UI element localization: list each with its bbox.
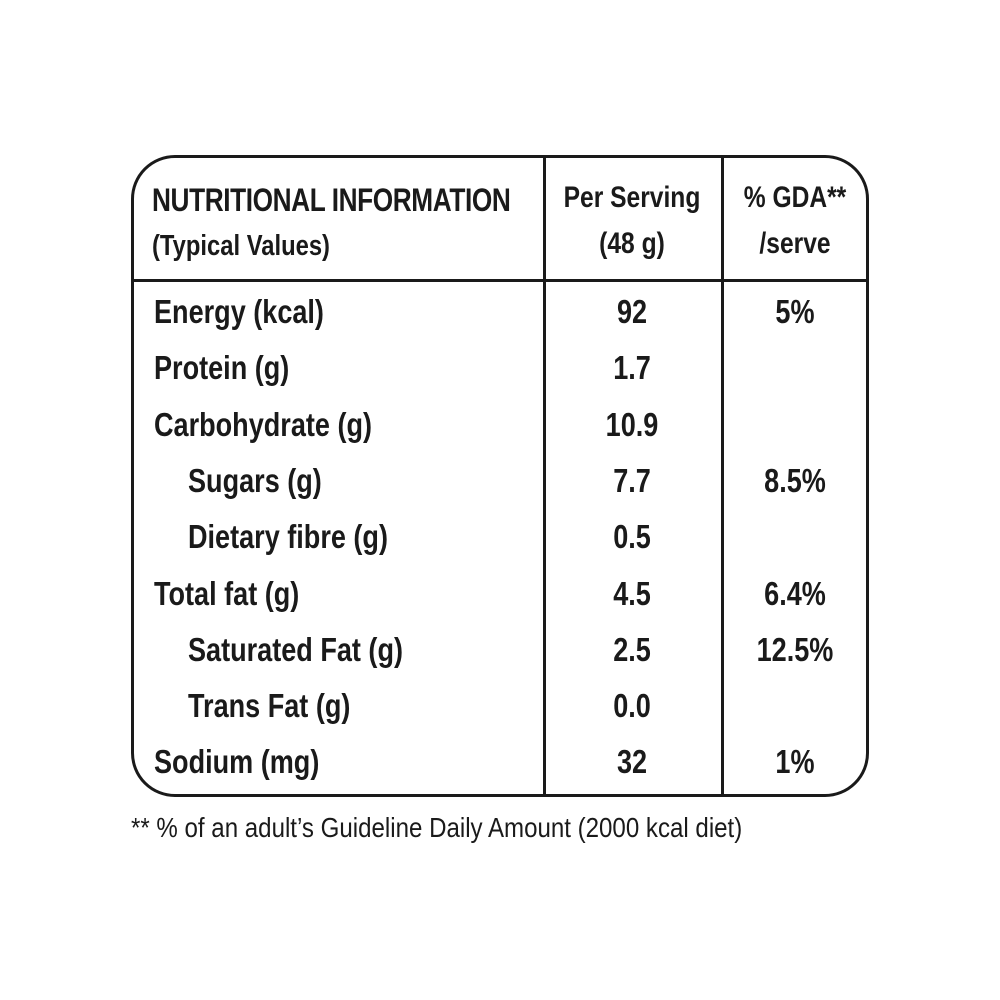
per-serving-value: 0.5 bbox=[613, 518, 651, 555]
gda-value: 5% bbox=[775, 293, 815, 330]
per-serving-value: 7.7 bbox=[613, 462, 651, 499]
gda-value: 8.5% bbox=[764, 462, 826, 499]
footnote: ** % of an adult’s Guideline Daily Amount (2000 kcal diet) bbox=[131, 812, 743, 843]
gda-value: 1% bbox=[775, 743, 815, 780]
nutrient-label: Trans Fat (g) bbox=[188, 687, 351, 724]
nutrient-label: Sugars (g) bbox=[188, 462, 322, 499]
nutrient-label: Total fat (g) bbox=[154, 575, 300, 612]
gda-value: 12.5% bbox=[756, 631, 834, 668]
column-divider-2 bbox=[721, 158, 724, 794]
nutrition-table bbox=[131, 155, 869, 797]
serving-size-header: (48 g) bbox=[599, 227, 665, 260]
table-subtitle: (Typical Values) bbox=[152, 230, 330, 262]
per-serving-value: 4.5 bbox=[613, 575, 651, 612]
per-serving-value: 32 bbox=[616, 743, 648, 780]
per-serving-value: 2.5 bbox=[613, 631, 651, 668]
table-title: NUTRITIONAL INFORMATION bbox=[152, 182, 511, 218]
column-divider-1 bbox=[543, 158, 546, 794]
per-serving-value: 1.7 bbox=[613, 349, 651, 386]
nutrient-label: Protein (g) bbox=[154, 349, 290, 386]
nutrient-label: Saturated Fat (g) bbox=[188, 631, 403, 668]
header-divider bbox=[134, 279, 866, 282]
per-serving-header: Per Serving bbox=[563, 181, 701, 214]
gda-header: % GDA** bbox=[743, 181, 847, 214]
per-serving-value: 0.0 bbox=[613, 687, 651, 724]
gda-serve-header: /serve bbox=[759, 227, 831, 260]
nutrient-label: Dietary fibre (g) bbox=[188, 518, 388, 555]
nutrient-label: Sodium (mg) bbox=[154, 743, 320, 780]
nutrient-label: Carbohydrate (g) bbox=[154, 406, 373, 443]
per-serving-value: 10.9 bbox=[605, 406, 659, 443]
gda-value: 6.4% bbox=[764, 575, 826, 612]
nutrient-label: Energy (kcal) bbox=[154, 293, 324, 330]
per-serving-value: 92 bbox=[616, 293, 648, 330]
